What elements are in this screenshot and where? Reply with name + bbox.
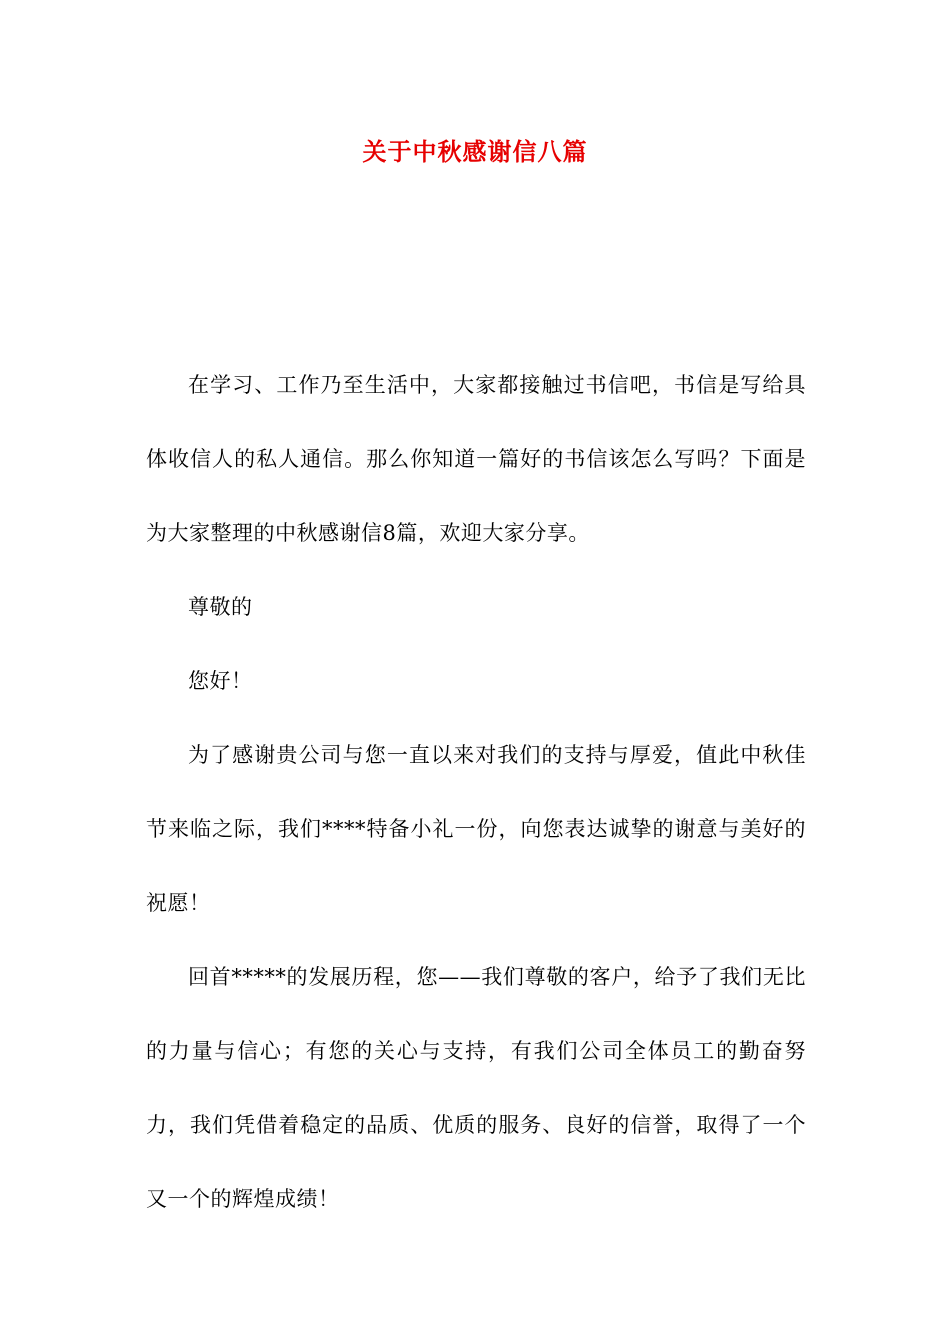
- paragraph-review: 回首*****的发展历程，您——我们尊敬的客户，给予了我们无比的力量与信心；有您的关心与支持，有我们公司全体员工的勤奋努力，我们凭借着稳定的品质、优质的服务、良好的信誉，取得了一个又一个的辉煌成绩！: [146, 965, 806, 1211]
- paragraph-salutation: 尊敬的: [188, 595, 253, 619]
- document-title: 关于中秋感谢信八篇: [362, 137, 588, 166]
- paragraph-intro: 在学习、工作乃至生活中，大家都接触过书信吧，书信是写给具体收信人的私人通信。那么你知道一篇好的书信该怎么写吗？下面是为大家整理的中秋感谢信8篇，欢迎大家分享。: [146, 373, 806, 545]
- paragraph-thanks: 为了感谢贵公司与您一直以来对我们的支持与厚爱，值此中秋佳节来临之际，我们****特备小礼一份，向您表达诚挚的谢意与美好的祝愿！: [146, 743, 806, 915]
- paragraph-greeting: 您好！: [188, 669, 253, 693]
- document-body: [146, 348, 806, 1236]
